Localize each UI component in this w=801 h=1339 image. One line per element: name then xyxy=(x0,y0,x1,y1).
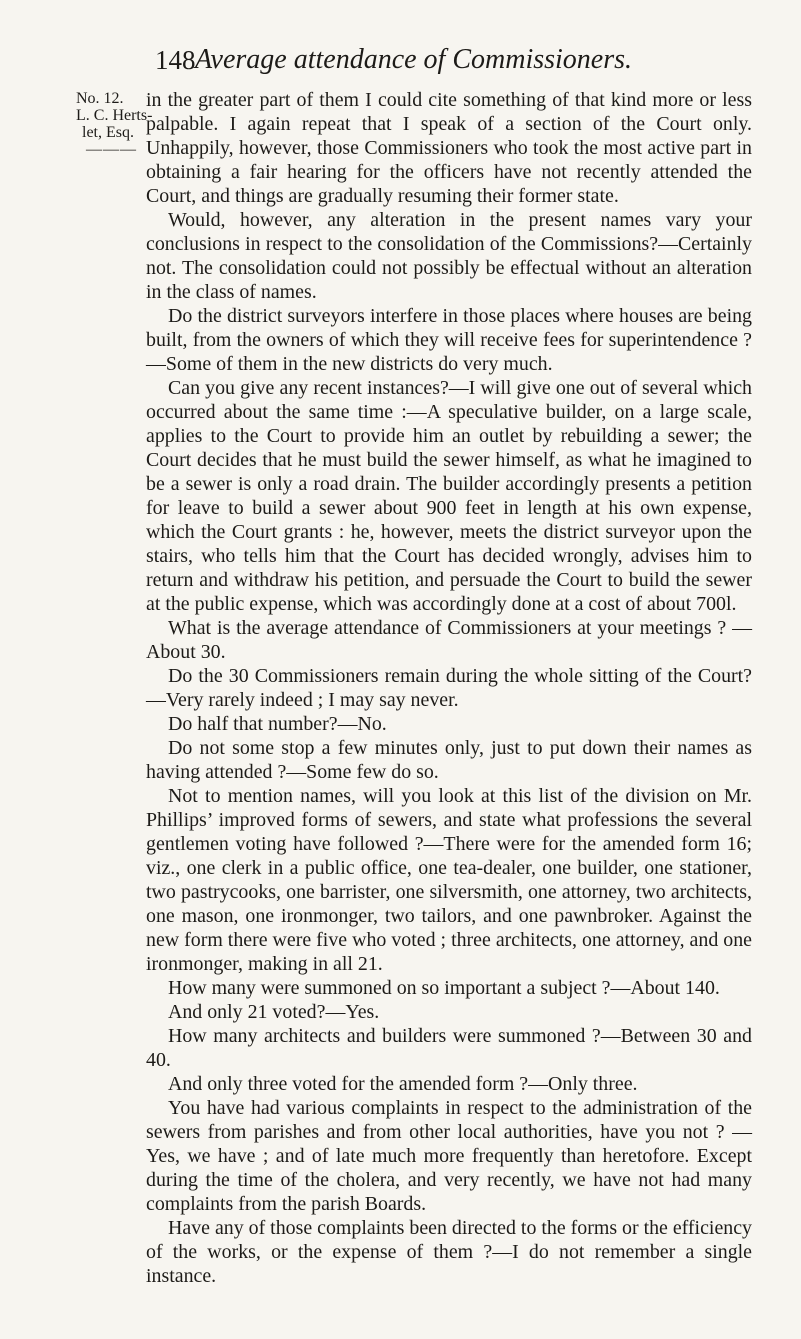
body-text xyxy=(146,88,752,1288)
margin-note xyxy=(76,90,153,158)
paragraph: Do the district surveyors interfere in those places where houses are being built, from the owners of which they will receive fees for superintendence ?—Some of them in the new districts do very much. xyxy=(146,305,752,375)
paragraph: And only 21 voted?—Yes. xyxy=(168,1001,380,1023)
page-header xyxy=(0,44,801,80)
paragraph: How many were summoned on so important a subject ?—About 140. xyxy=(168,977,720,999)
margin-note-number: No. 12. xyxy=(76,90,124,107)
paragraph: Have any of those complaints been directed to the forms or the efficiency of the works, or the expense of them ?—I do not remember a single instance. xyxy=(146,1217,752,1287)
running-title: Average attendance of Commissioners. xyxy=(194,44,633,75)
paragraph: Do the 30 Commissioners remain during the whole sitting of the Court?—Very rarely indeed ; I may say never. xyxy=(146,665,752,711)
paragraph: Do half that number?—No. xyxy=(168,713,387,735)
margin-note-dash: ——— xyxy=(86,141,137,158)
paragraph: You have had various complaints in respect to the administration of the sewers from parishes and from other local authorities, have you not ? —Yes, we have ; and of late much more frequently than heretofore. Except during the time of the cholera, and very recently, we have not had many complaints from the parish Boards. xyxy=(146,1097,752,1215)
paragraph: Can you give any recent instances?—I will give one out of several which occurred about the same time :—A speculative builder, on a large scale, applies to the Court to provide him an outlet by rebuilding a sewer; the Court decides that he must build the sewer himself, as what he imagined to be a sewer is only a road drain. The builder accordingly presents a petition for leave to build a sewer about 900 feet in length at his own expense, which the Court grants : he, however, meets the district surveyor upon the stairs, who tells him that the Court has decided wrongly, advises him to return and withdraw his petition, and persuade the Court to build the sewer at the public expense, which was accordingly done at a cost of about 700l. xyxy=(146,377,752,615)
paragraph: What is the average attendance of Commissioners at your meetings ? —About 30. xyxy=(146,617,752,663)
margin-note-witness: L. C. Herts- xyxy=(76,107,153,124)
paragraph: Do not some stop a few minutes only, just to put down their names as having attended ?—Some few do so. xyxy=(146,737,752,783)
paragraph: Not to mention names, will you look at this list of the division on Mr. Phillips’ improved forms of sewers, and state what professions the several gentlemen voting have followed ?—There were for the amended form 16; viz., one clerk in a public office, one tea-dealer, one builder, one stationer, two pastrycooks, one barrister, one silversmith, one attorney, two architects, one mason, one ironmonger, two tailors, and one pawnbroker. Against the new form there were five who voted ; three architects, one attorney, and one ironmonger, making in all 21. xyxy=(146,785,752,975)
paragraph: in the greater part of them I could cite something of that kind more or less palpable. I again repeat that I speak of a section of the Court only. Unhappily, however, those Commissioners who took the most active part in obtaining a fair hearing for the officers have not recently attended the Court, and things are gradually resuming their former state. xyxy=(146,89,752,207)
page-number: 148 xyxy=(155,45,196,75)
paragraph: And only three voted for the amended form ?—Only three. xyxy=(168,1073,638,1095)
paragraph: How many architects and builders were summoned ?—Between 30 and 40. xyxy=(146,1025,752,1071)
margin-note-witness-cont: let, Esq. xyxy=(82,124,134,141)
paragraph: Would, however, any alteration in the present names vary your conclusions in respect to the consolidation of the Commissions?—Certainly not. The consolidation could not possibly be effectual without an alteration in the class of names. xyxy=(146,209,752,303)
